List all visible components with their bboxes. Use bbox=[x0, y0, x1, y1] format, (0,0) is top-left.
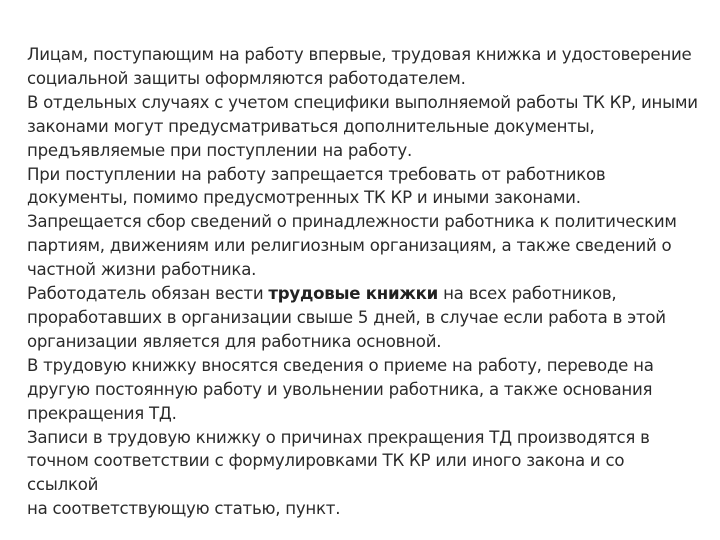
text-line: документы, помимо предусмотренных ТК КР и иными законами. bbox=[27, 188, 581, 208]
text-line: Запрещается сбор сведений о принадлежности работника к политическим bbox=[27, 212, 677, 232]
text-fragment: Работодатель обязан вести bbox=[27, 284, 269, 304]
text-line: другую постоянную работу и увольнении работника, а также основания bbox=[27, 379, 653, 399]
text-line: Записи в трудовую книжку о причинах прекращения ТД производятся в bbox=[27, 427, 650, 447]
text-line: В трудовую книжку вносятся сведения о приеме на работу, переводе на bbox=[27, 355, 654, 375]
text-fragment: на всех работников, bbox=[438, 284, 617, 304]
text-line: социальной защиты оформляются работодателем. bbox=[27, 68, 466, 88]
paragraph-employer-obligation bbox=[27, 282, 699, 354]
text-line: предъявляемые при поступлении на работу. bbox=[27, 140, 413, 160]
text-block bbox=[27, 43, 699, 521]
paragraph-additional-documents bbox=[27, 91, 699, 163]
text-line: организации является для работника основной. bbox=[27, 331, 442, 351]
text-line: частной жизни работника. bbox=[27, 260, 257, 280]
emphasized-term: трудовые книжки bbox=[268, 284, 439, 304]
text-line: При поступлении на работу запрещается требовать от работников bbox=[27, 164, 606, 184]
text-line: на соответствующую статью, пункт. bbox=[27, 499, 341, 519]
text-line: В отдельных случаях с учетом специфики выполняемой работы ТК КР, иными bbox=[27, 92, 698, 112]
text-line: партиям, движениям или религиозным организациям, а также сведений о bbox=[27, 236, 672, 256]
text-line: Лицам, поступающим на работу впервые, трудовая книжка и удостоверение bbox=[27, 45, 692, 64]
paragraph-workbook-records bbox=[27, 354, 699, 426]
text-line bbox=[27, 282, 699, 306]
text-line: точном соответствии с формулировками ТК КР или иного закона и со ссылкой bbox=[27, 451, 625, 495]
text-line: проработавших в организации свыше 5 дней, в случае если работа в этой bbox=[27, 307, 666, 327]
text-line: прекращения ТД. bbox=[27, 403, 177, 423]
text-line: законами могут предусматриваться дополнительные документы, bbox=[27, 116, 595, 136]
paragraph-prohibited-info-collection bbox=[27, 210, 699, 282]
paragraph-termination-records bbox=[27, 426, 699, 522]
paragraph-first-employment bbox=[27, 43, 699, 91]
paragraph-prohibited-documents bbox=[27, 163, 699, 211]
